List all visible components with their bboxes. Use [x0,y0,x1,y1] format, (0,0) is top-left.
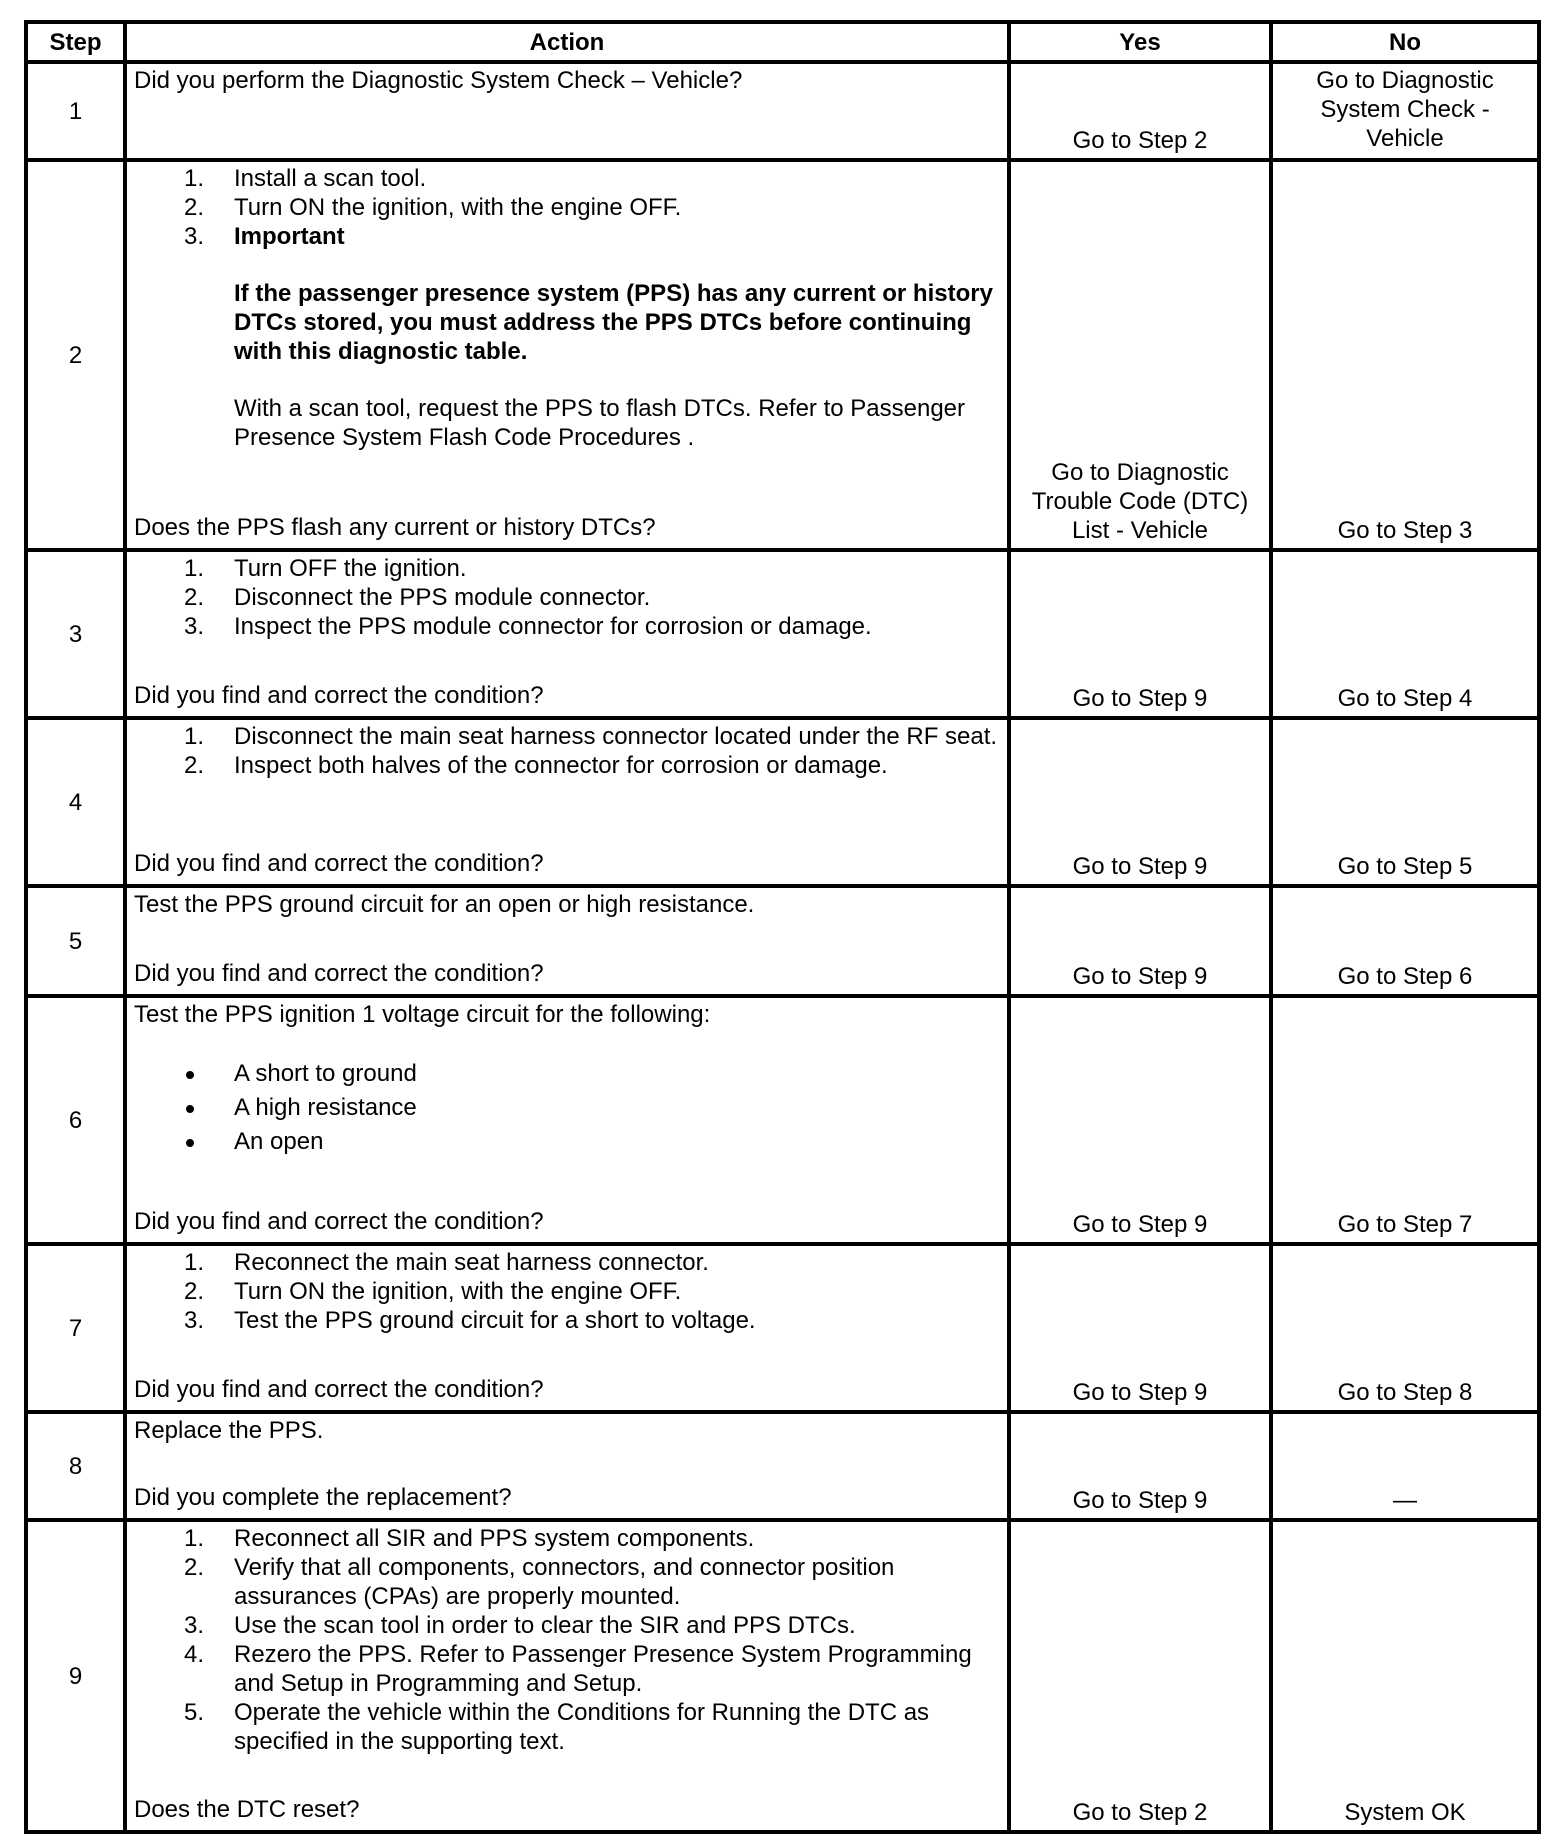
action-list [134,722,999,780]
bullet-icon [186,1105,194,1113]
list-item: 5. Operate the vehicle within the Conditions for Running the DTC as specified in the supporting text. [184,1699,930,1755]
table-row [26,996,1539,1244]
no-text: Go to Diagnostic System Check - Vehicle [1316,67,1494,152]
action-cell [125,550,1009,718]
yes-cell: Go to Step 9 [1009,1412,1271,1520]
list-item: 1. Reconnect the main seat harness connector. [184,1249,709,1276]
no-cell: System OK [1271,1520,1539,1832]
table-row [26,1244,1539,1412]
step-number: 8 [26,1412,125,1520]
list-item: 3. Test the PPS ground circuit for a short to voltage. [184,1307,756,1334]
table-row [26,550,1539,718]
question-text: Did you find and correct the condition? [134,850,544,877]
list-item: 2. Turn ON the ignition, with the engine OFF. [184,194,682,221]
yes-text: Go to Diagnostic Trouble Code (DTC) List - Vehicle [1031,459,1249,544]
question-text: Did you find and correct the condition? [134,960,544,987]
question-text: Did you find and correct the condition? [134,682,544,709]
action-cell [125,718,1009,886]
yes-cell: Go to Step 2 [1009,1520,1271,1832]
header-yes: Yes [1009,22,1271,62]
action-text: Did you perform the Diagnostic System Check – Vehicle? [134,67,743,94]
list-item: A high resistance [134,1091,999,1125]
action-cell [125,62,1009,160]
table-row [26,62,1539,160]
bullet-list [134,1057,999,1159]
action-text: Test the PPS ground circuit for an open or high resistance. [134,891,755,918]
question-text: Does the PPS flash any current or history DTCs? [134,514,656,541]
list-item: 1. Disconnect the main seat harness connector located under the RF seat. [184,723,998,750]
no-cell: Go to Step 8 [1271,1244,1539,1412]
action-cell [125,886,1009,996]
table-row [26,160,1539,550]
question-text: Did you complete the replacement? [134,1484,512,1511]
step-number: 7 [26,1244,125,1412]
diagnostic-table [24,20,1541,1834]
bullet-icon [186,1139,194,1147]
action-cell [125,996,1009,1244]
list-item: 2. Disconnect the PPS module connector. [184,584,651,611]
list-item: 1. Install a scan tool. [184,165,427,192]
action-list [134,1524,999,1756]
no-cell: Go to Step 4 [1271,550,1539,718]
list-item: 1. Reconnect all SIR and PPS system components. [184,1525,755,1552]
step-number: 1 [26,62,125,160]
action-cell [125,160,1009,550]
yes-cell: Go to Step 9 [1009,996,1271,1244]
header-no: No [1271,22,1539,62]
yes-cell: Go to Step 9 [1009,550,1271,718]
step-number: 6 [26,996,125,1244]
list-item: 2. Verify that all components, connectors, and connector position assurances (CPAs) are properly mounted. [184,1554,895,1610]
no-cell: Go to Step 3 [1271,160,1539,550]
question-text: Does the DTC reset? [134,1796,360,1823]
step-number: 4 [26,718,125,886]
step-number: 9 [26,1520,125,1832]
no-cell: Go to Step 5 [1271,718,1539,886]
list-item: 4. Rezero the PPS. Refer to Passenger Presence System Programming and Setup in Programming and Setup. [184,1641,972,1697]
action-text: Test the PPS ignition 1 voltage circuit for the following: [134,1001,711,1028]
action-list [134,554,999,641]
table-row [26,718,1539,886]
bullet-icon [186,1071,194,1079]
yes-cell: Go to Step 9 [1009,718,1271,886]
yes-cell [1009,160,1271,550]
header-row [26,22,1539,62]
action-cell [125,1244,1009,1412]
list-item: 1. Turn OFF the ignition. [184,555,467,582]
action-text: Replace the PPS. [134,1417,324,1444]
no-cell: Go to Step 7 [1271,996,1539,1244]
yes-cell: Go to Step 9 [1009,1244,1271,1412]
list-item: 3. Important [184,223,345,250]
list-item: A short to ground [134,1057,999,1091]
list-item: 2. Turn ON the ignition, with the engine OFF. [184,1278,682,1305]
important-title: Important [234,223,345,250]
header-action: Action [125,22,1009,62]
important-body: If the passenger presence system (PPS) has any current or history DTCs stored, you must address the PPS DTCs before continuing with this diagnostic table. [234,280,993,365]
no-cell: Go to Step 6 [1271,886,1539,996]
list-item: 3. Use the scan tool in order to clear the SIR and PPS DTCs. [184,1612,856,1639]
yes-cell: Go to Step 9 [1009,886,1271,996]
list-item: 2. Inspect both halves of the connector for corrosion or damage. [184,752,888,779]
important-note: With a scan tool, request the PPS to flash DTCs. Refer to Passenger Presence System Flash Code Procedures . [234,395,966,451]
step-number: 5 [26,886,125,996]
list-item: 3. Inspect the PPS module connector for corrosion or damage. [184,613,872,640]
step-number: 2 [26,160,125,550]
header-step: Step [26,22,125,62]
no-cell [1271,62,1539,160]
question-text: Did you find and correct the condition? [134,1208,544,1235]
table-row [26,1520,1539,1832]
step-number: 3 [26,550,125,718]
list-item: An open [134,1125,999,1159]
yes-cell: Go to Step 2 [1009,62,1271,160]
action-cell [125,1520,1009,1832]
question-text: Did you find and correct the condition? [134,1376,544,1403]
action-cell [125,1412,1009,1520]
table-row [26,1412,1539,1520]
action-list [134,1248,999,1335]
action-list [134,164,999,251]
no-cell: — [1271,1412,1539,1520]
table-row [26,886,1539,996]
